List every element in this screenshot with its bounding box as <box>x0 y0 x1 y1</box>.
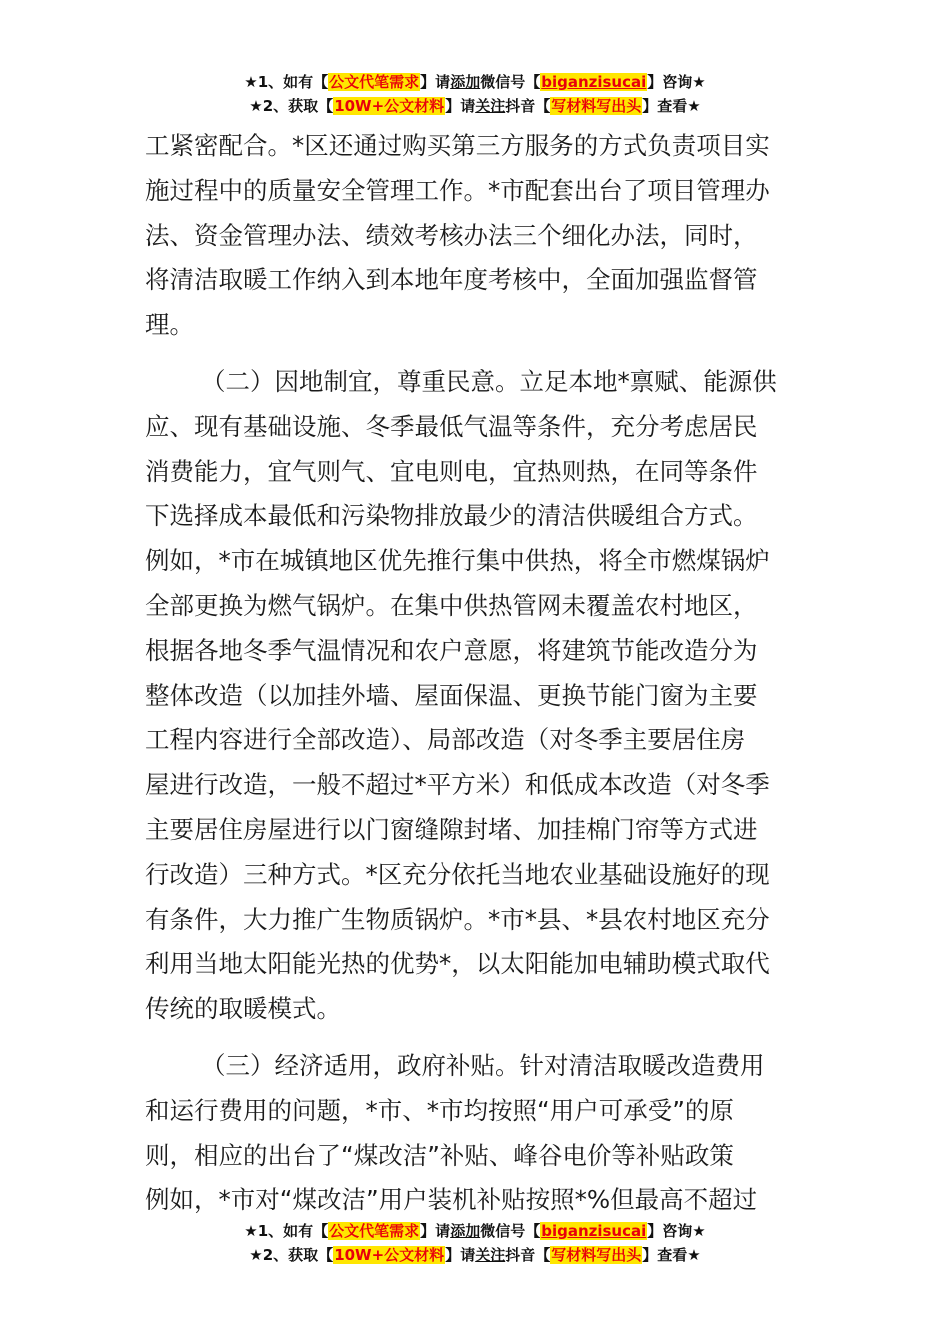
header-banner <box>0 70 950 118</box>
banner-line-1: ★1、如有【公文代笔需求】请添加微信号【biganzisucai】咨询★ <box>244 73 706 91</box>
highlight-douyin: 写材料写出头 <box>551 97 642 115</box>
paragraph-2: （二）因地制宜，尊重民意。立足本地*禀赋、能源供 应、现有基础设施、冬季最低气温等条件，充分考虑居民 消费能力，宜气则气、宜电则电，宜热则热，在同等条件 下选择成本最低和污染物排放最少的清洁供暖组合方式。 例如，*市在城镇地区优先推行集中供热，将全市燃煤锅炉 全部更换为燃气锅炉。在集中供热管网未覆盖农村地区， 根据各地冬季气温情况和农户意愿，将建筑节能改造分为 整体改造（以加挂外墙、屋面保温、更换节能门窗为主要 工程内容进行全部改造）、局部改造（对冬季主要居住房 屋进行改造，一般不超过*平方米）和低成本改造（对冬季 主要居住房屋进行以门窗缝隙封堵、加挂棉门帘等方式进 行改造）三种方式。*区充分依托当地农业基础设施好的现 有条件，大力推广生物质锅炉。*市*县、*县农村地区充分 利用当地太阳能光热的优势*，以太阳能加电辅助模式取代 传统的取暖模式。 <box>145 366 777 1024</box>
wechat-id-link[interactable]: biganzisucai <box>541 73 647 91</box>
highlight-materials: 10W+公文材料 <box>334 1246 445 1264</box>
highlight-ghostwriting: 公文代笔需求 <box>329 73 420 91</box>
banner-line-1: ★1、如有【公文代笔需求】请添加微信号【biganzisucai】咨询★ <box>244 1222 706 1240</box>
banner-line-2: ★2、获取【10W+公文材料】请关注抖音【写材料写出头】查看★ <box>249 1246 701 1264</box>
document-body <box>145 124 810 1223</box>
footer-banner <box>0 1219 950 1267</box>
highlight-materials: 10W+公文材料 <box>334 97 445 115</box>
paragraph-1: 工紧密配合。*区还通过购买第三方服务的方式负责项目实 施过程中的质量安全管理工作。*市配套出台了项目管理办 法、资金管理办法、绩效考核办法三个细化办法，同时， 将清洁取暖工作纳入到本地年度考核中，全面加强监督管 理。 <box>145 131 770 340</box>
highlight-ghostwriting: 公文代笔需求 <box>329 1222 420 1240</box>
banner-line-2: ★2、获取【10W+公文材料】请关注抖音【写材料写出头】查看★ <box>249 97 701 115</box>
paragraph-3: （三）经济适用，政府补贴。针对清洁取暖改造费用 和运行费用的问题，*市、*市均按照“用户可承受”的原 则，相应的出台了“煤改洁”补贴、峰谷电价等补贴政策 例如，*市对“煤改洁”用户装机补贴按照*%但最高不超过 <box>145 1050 765 1215</box>
wechat-id-link[interactable]: biganzisucai <box>541 1222 647 1240</box>
highlight-douyin: 写材料写出头 <box>551 1246 642 1264</box>
